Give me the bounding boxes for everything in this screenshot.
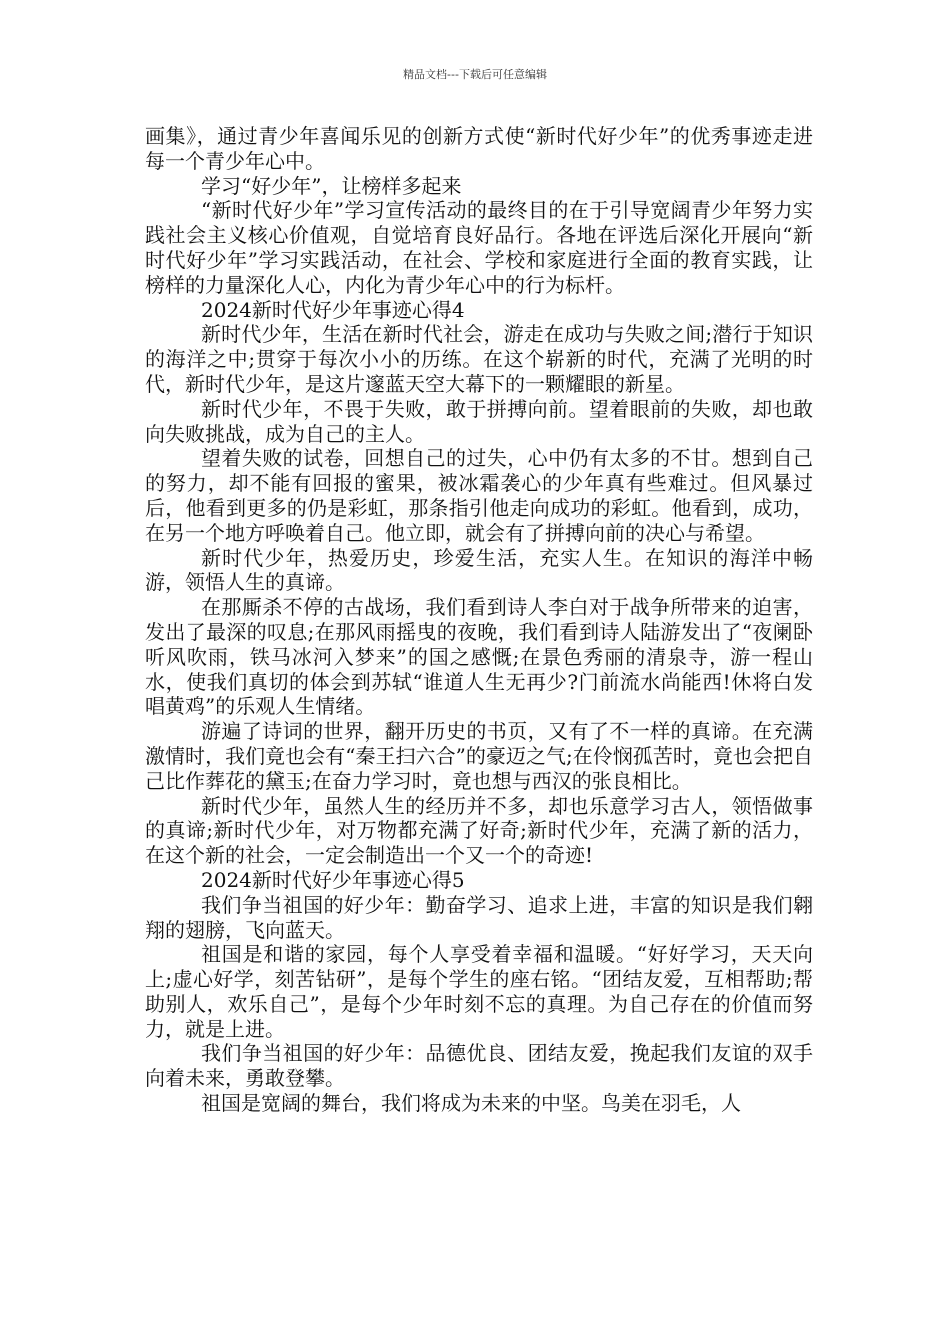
paragraph: 新时代少年，不畏于失败，敢于拼搏向前。望着眼前的失败，却也敢向失败挑战，成为自己的主人。 (145, 396, 813, 446)
document-body (145, 124, 813, 1116)
page-header: 精品文档---下载后可任意编辑 (403, 68, 547, 81)
paragraph: “新时代好少年”学习宣传活动的最终目的在于引导宽阔青少年努力实践社会主义核心价值观，自觉培育良好品行。各地在评选后深化开展向“新时代好少年”学习实践活动，在社会、学校和家庭进行全面的教育实践，让榜样的力量深化人心，内化为青少年心中的行为标杆。 (145, 198, 813, 297)
paragraph: 我们争当祖国的好少年：勤奋学习、追求上进，丰富的知识是我们翱翔的翅膀，飞向蓝天。 (145, 892, 813, 942)
paragraph: 望着失败的试卷，回想自己的过失，心中仍有太多的不甘。想到自己的努力，却不能有回报的蜜果，被冰霜袭心的少年真有些难过。但风暴过后，他看到更多的仍是彩虹，那条指引他走向成功的彩虹。他看到，成功，在另一个地方呼唤着自己。他立即，就会有了拼搏向前的决心与希望。 (145, 446, 813, 545)
section-heading: 学习“好少年”，让榜样多起来 (201, 173, 462, 198)
paragraph: 在那厮杀不停的古战场，我们看到诗人李白对于战争所带来的迫害，发出了最深的叹息;在那风雨摇曳的夜晚，我们看到诗人陆游发出了“夜阑卧听风吹雨，铁马冰河入梦来”的国之感慨;在景色秀丽的清泉寺，游一程山水，使我们真切的体会到苏轼“谁道人生无再少?门前流水尚能西!休将白发唱黄鸡”的乐观人生情绪。 (145, 595, 813, 719)
paragraph: 新时代少年，虽然人生的经历并不多，却也乐意学习古人，领悟做事的真谛;新时代少年，对万物都充满了好奇;新时代少年，充满了新的活力，在这个新的社会，一定会制造出一个又一个的奇迹! (145, 793, 813, 868)
section-heading: 2024新时代好少年事迹心得5 (201, 867, 465, 892)
paragraph: 祖国是和谐的家园，每个人享受着幸福和温暖。“好好学习，天天向上;虚心好学，刻苦钻研”，是每个学生的座右铭。“团结友爱，互相帮助;帮助别人，欢乐自己”，是每个少年时刻不忘的真理。为自己存在的价值而努力，就是上进。 (145, 942, 813, 1041)
paragraph: 我们争当祖国的好少年：品德优良、团结友爱，挽起我们友谊的双手向着未来，勇敢登攀。 (145, 1041, 813, 1091)
paragraph: 游遍了诗词的世界，翻开历史的书页，又有了不一样的真谛。在充满激情时，我们竟也会有“秦王扫六合”的豪迈之气;在伶悯孤苦时，竟也会把自己比作葬花的黛玉;在奋力学习时，竟也想与西汉的张良相比。 (145, 719, 813, 793)
paragraph: 画集》，通过青少年喜闻乐见的创新方式使“新时代好少年”的优秀事迹走进每一个青少年心中。 (145, 124, 813, 173)
section-heading: 2024新时代好少年事迹心得4 (201, 297, 465, 322)
paragraph: 新时代少年，热爱历史，珍爱生活，充实人生。在知识的海洋中畅游，领悟人生的真谛。 (145, 545, 813, 595)
paragraph: 新时代少年，生活在新时代社会，游走在成功与失败之间;潜行于知识的海洋之中;贯穿于每次小小的历练。在这个崭新的时代，充满了光明的时代，新时代少年，是这片邃蓝天空大幕下的一颗耀眼的新星。 (145, 322, 813, 396)
paragraph: 祖国是宽阔的舞台，我们将成为未来的中坚。鸟美在羽毛，人 (201, 1091, 741, 1116)
